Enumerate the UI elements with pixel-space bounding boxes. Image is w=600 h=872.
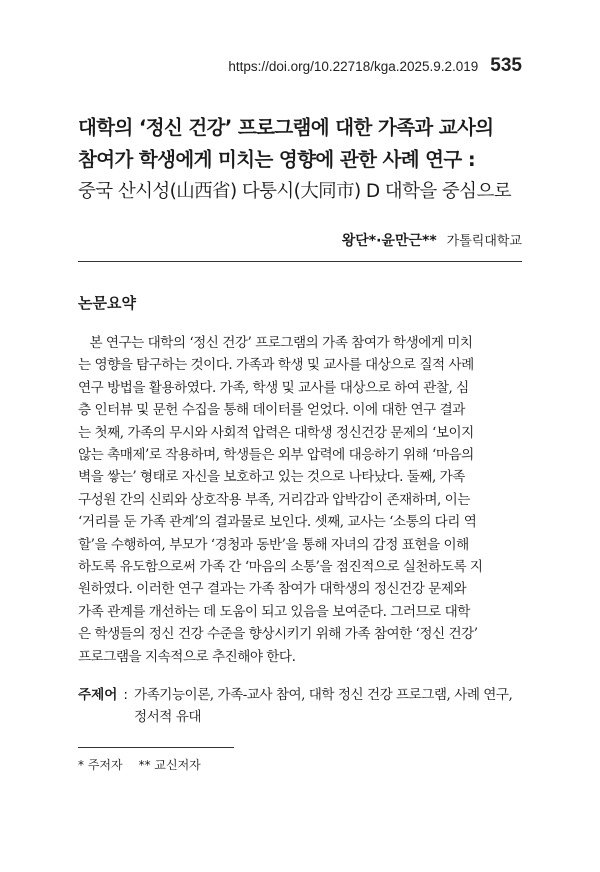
title-line-2: 참여가 학생에게 미치는 영향에 관한 사례 연구 : bbox=[78, 148, 476, 171]
keywords-colon: : bbox=[123, 687, 128, 703]
author-affiliation: 가톨릭대학교 bbox=[446, 234, 522, 249]
abstract-line: 는 영향을 탐구하는 것이다. 가족과 학생 및 교사를 대상으로 질적 사례 bbox=[78, 357, 474, 374]
footnote-first-author: * 주저자 bbox=[78, 758, 123, 772]
doi-link[interactable]: https://doi.org/10.22718/kga.2025.9.2.019 bbox=[228, 59, 479, 74]
keywords-label: 주제어 bbox=[78, 687, 118, 703]
abstract-heading: 논문요약 bbox=[78, 294, 136, 312]
abstract-line: 은 학생들의 정신 건강 수준을 향상시키기 위해 가족 참여한 ‘정신 건강’ bbox=[78, 626, 478, 643]
paper-subtitle: 중국 산시성(山西省) 다퉁시(大同市) D 대학을 중심으로 bbox=[78, 181, 511, 202]
author-names: 왕단*·윤만근** bbox=[341, 233, 437, 249]
abstract-line: 가족 관계를 개선하는 데 도움이 되고 있음을 보여준다. 그러므로 대학 bbox=[78, 603, 470, 620]
abstract-line: 벽을 쌓는’ 형태로 자신을 보호하고 있는 것으로 나타났다. 둘째, 가족 bbox=[78, 469, 465, 486]
abstract-line: 할’을 수행하여, 부모가 ‘경청과 동반’을 통해 자녀의 감정 표현을 이해 bbox=[78, 536, 469, 553]
abstract-line: 층 인터뷰 및 문헌 수집을 통해 데이터를 얻었다. 이에 대한 연구 결과 bbox=[78, 402, 465, 419]
author-block bbox=[342, 230, 522, 250]
abstract-line: 연구 방법을 활용하였다. 가족, 학생 및 교사를 대상으로 하여 관찰, 심 bbox=[78, 379, 469, 396]
abstract-line: 본 연구는 대학의 ‘정신 건강’ 프로그램의 가족 참여가 학생에게 미치 bbox=[78, 335, 473, 351]
abstract-body bbox=[78, 332, 522, 668]
abstract-line: 하도록 유도함으로써 가족 간 ‘마음의 소통’을 점진적으로 실천하도록 지 bbox=[78, 559, 483, 576]
page-header bbox=[228, 55, 522, 77]
title-line-1: 대학의 ‘정신 건강’ 프로그램에 대한 가족과 교사의 bbox=[78, 116, 494, 139]
footnotes bbox=[78, 756, 201, 773]
abstract-line: 않는 촉매제’로 작용하며, 학생들은 외부 압력에 대응하기 위해 ‘마음의 bbox=[78, 447, 474, 464]
keywords-text: 가족기능이론, 가족-교사 참여, 대학 정신 건강 프로그램, 사례 연구, 정서적 유대 bbox=[134, 687, 513, 725]
paper-title bbox=[78, 112, 530, 208]
keywords-block bbox=[78, 684, 522, 728]
abstract-line: 는 첫째, 가족의 무시와 사회적 압력은 대학생 정신건강 문제의 ‘보이지 bbox=[78, 424, 474, 441]
abstract-line: 구성원 간의 신뢰와 상호작용 부족, 거리감과 압박감이 존재하며, 이는 bbox=[78, 491, 470, 508]
abstract-line: ‘거리를 둔 가족 관계’의 결과물로 보인다. 셋째, 교사는 ‘소통의 다리 역 bbox=[78, 514, 477, 531]
footnote-corresponding-author: ** 교신저자 bbox=[138, 758, 201, 772]
title-divider bbox=[78, 261, 522, 262]
abstract-line: 원하였다. 이러한 연구 결과는 가족 참여가 대학생의 정신건강 문제와 bbox=[78, 581, 467, 598]
page-number: 535 bbox=[490, 55, 522, 76]
abstract-line: 프로그램을 지속적으로 추진해야 한다. bbox=[78, 648, 296, 665]
footnote-divider bbox=[78, 747, 234, 748]
